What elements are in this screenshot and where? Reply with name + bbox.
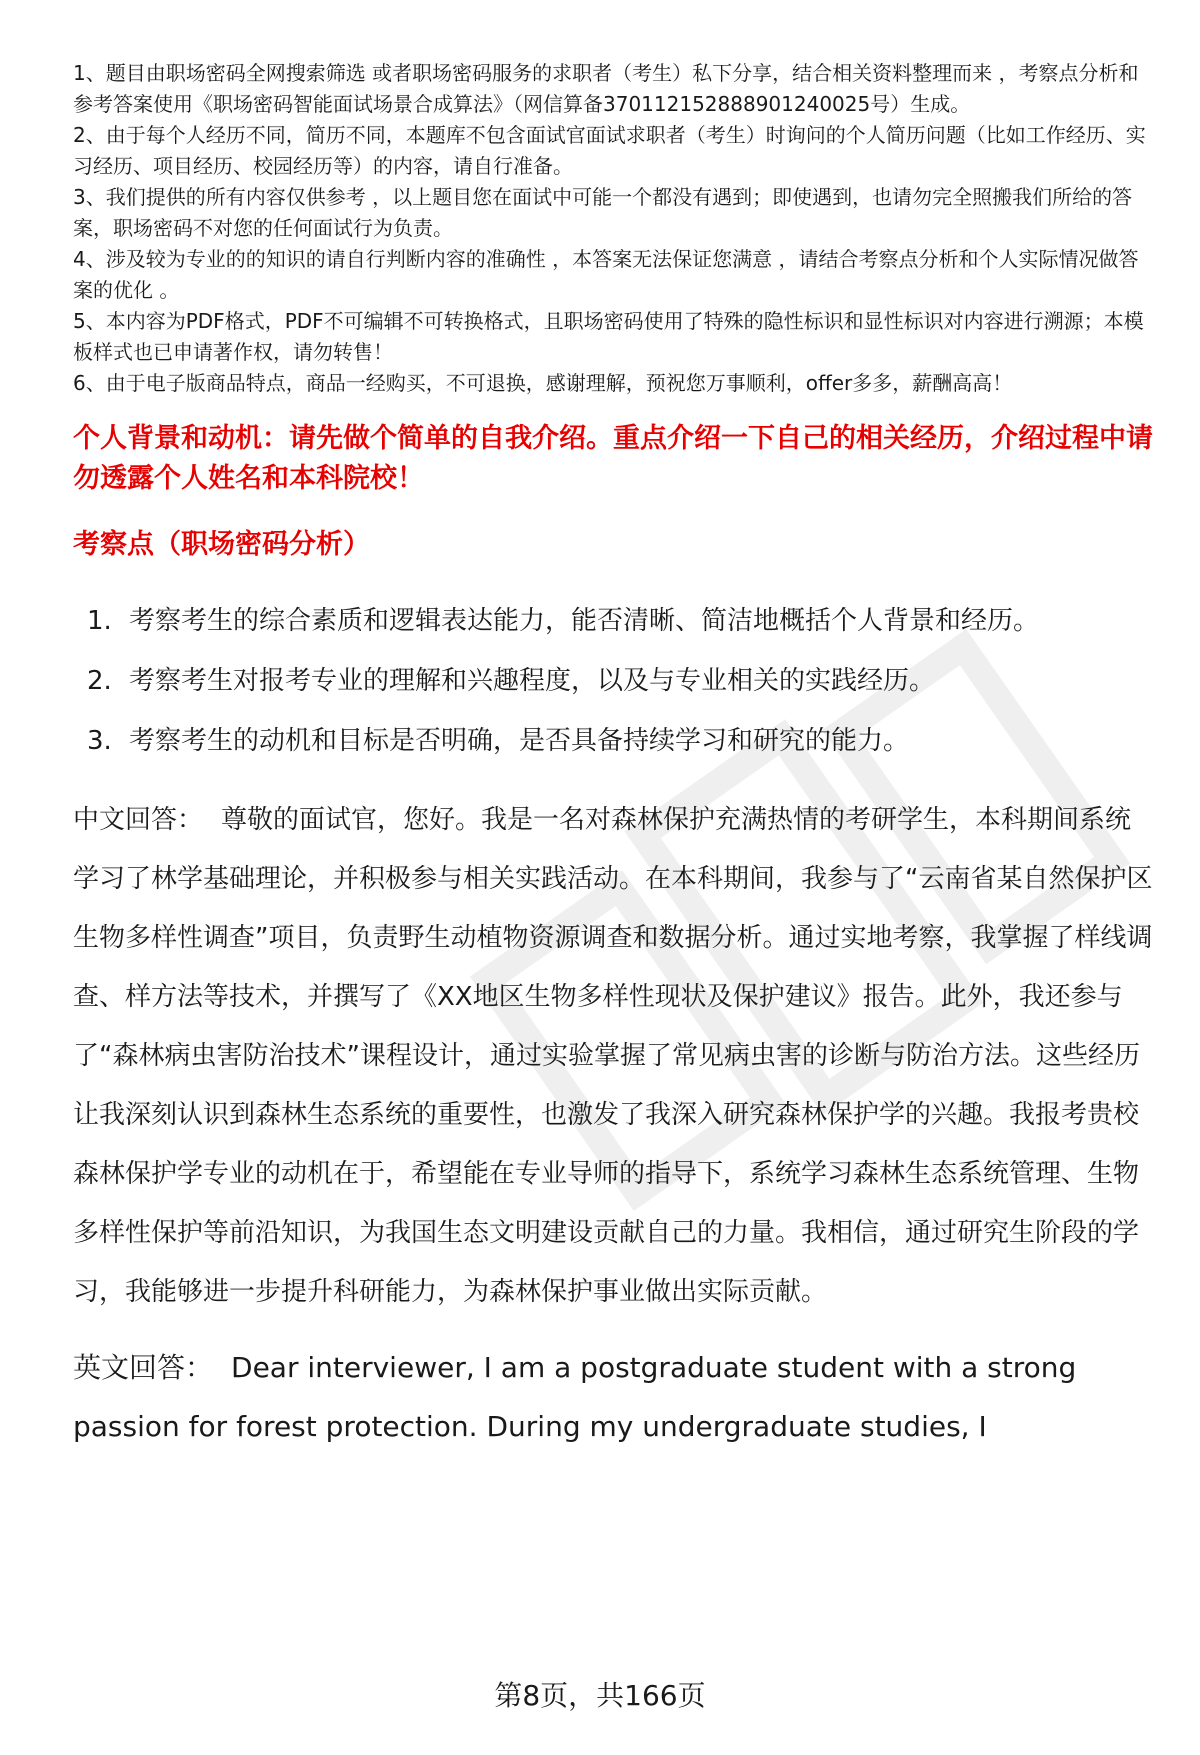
notice-item: 4、涉及较为专业的的知识的请自行判断内容的准确性 ，本答案无法保证您满意 ，请结合考察点分析和个人实际情况做答案的优化 。	[73, 247, 1139, 302]
list-item	[73, 711, 1155, 771]
analysis-points	[73, 591, 1155, 771]
list-item	[73, 591, 1155, 651]
notice-item: 2、由于每个人经历不同，简历不同，本题库不包含面试官面试求职者（考生）时询问的个人简历问题（比如工作经历、实习经历、项目经历、校园经历等）的内容，请自行准备。	[73, 123, 1146, 178]
notice-item: 5、本内容为PDF格式，PDF不可编辑不可转换格式，且职场密码使用了特殊的隐性标识和显性标识对内容进行溯源；本模板样式也已申请著作权，请勿转售！	[73, 309, 1144, 364]
list-item-text: 考察考生的综合素质和逻辑表达能力，能否清晰、简洁地概括个人背景和经历。	[129, 606, 1040, 636]
list-item-text: 考察考生对报考专业的理解和兴趣程度，以及与专业相关的实践经历。	[129, 666, 936, 696]
notice-item: 6、由于电子版商品特点，商品一经购买，不可退换，感谢理解，预祝您万事顺利，offer多多，薪酬高高！	[73, 371, 1013, 395]
page-number: 第8页，共166页	[494, 1679, 706, 1712]
english-answer	[73, 1338, 1155, 1456]
english-answer-text: Dear interviewer, I am a postgraduate student with a strong passion for forest protection. During my undergraduate studies, I	[73, 1351, 1077, 1443]
chinese-answer-label: 中文回答：	[73, 805, 204, 835]
chinese-answer-text: 尊敬的面试官，您好。我是一名对森林保护充满热情的考研学生，本科期间系统学习了林学基础理论，并积极参与相关实践活动。在本科期间，我参与了“云南省某自然保护区生物多样性调查”项目，负责野生动植物资源调查和数据分析。通过实地考察，我掌握了样线调查、样方法等技术，并撰写了《XX地区生物多样性现状及保护建议》报告。此外，我还参与了“森林病虫害防治技术”课程设计，通过实验掌握了常见病虫害的诊断与防治方法。这些经历让我深刻认识到森林生态系统的重要性，也激发了我深入研究森林保护学的兴趣。我报考贵校森林保护学专业的动机在于，希望能在专业导师的指导下，系统学习森林生态系统管理、生物多样性保护等前沿知识，为我国生态文明建设贡献自己的力量。我相信，通过研究生阶段的学习，我能够进一步提升科研能力，为森林保护事业做出实际贡献。	[73, 805, 1153, 1307]
list-item-text: 考察考生的动机和目标是否明确，是否具备持续学习和研究的能力。	[129, 726, 910, 756]
list-item-number: 3.	[87, 726, 112, 756]
notice-block	[73, 58, 1155, 399]
list-item	[73, 651, 1155, 711]
notice-item: 1、题目由职场密码全网搜索筛选 或者职场密码服务的求职者（考生）私下分享，结合相关资料整理而来 ，考察点分析和参考答案使用《职场密码智能面试场景合成算法》（网信算备370112152888901240025号）生成。	[73, 61, 1139, 116]
list-item-number: 1.	[87, 606, 112, 636]
chinese-answer	[73, 791, 1155, 1322]
document-page	[73, 58, 1155, 1456]
analysis-title: 考察点（职场密码分析）	[73, 529, 370, 560]
list-item-number: 2.	[87, 666, 112, 696]
english-answer-label: 英文回答：	[73, 1351, 214, 1384]
question-heading: 个人背景和动机：请先做个简单的自我介绍。重点介绍一下自己的相关经历，介绍过程中请勿透露个人姓名和本科院校！	[73, 423, 1153, 494]
notice-item: 3、我们提供的所有内容仅供参考 ，以上题目您在面试中可能一个都没有遇到；即使遇到，也请勿完全照搬我们所给的答案，职场密码不对您的任何面试行为负责。	[73, 185, 1133, 240]
